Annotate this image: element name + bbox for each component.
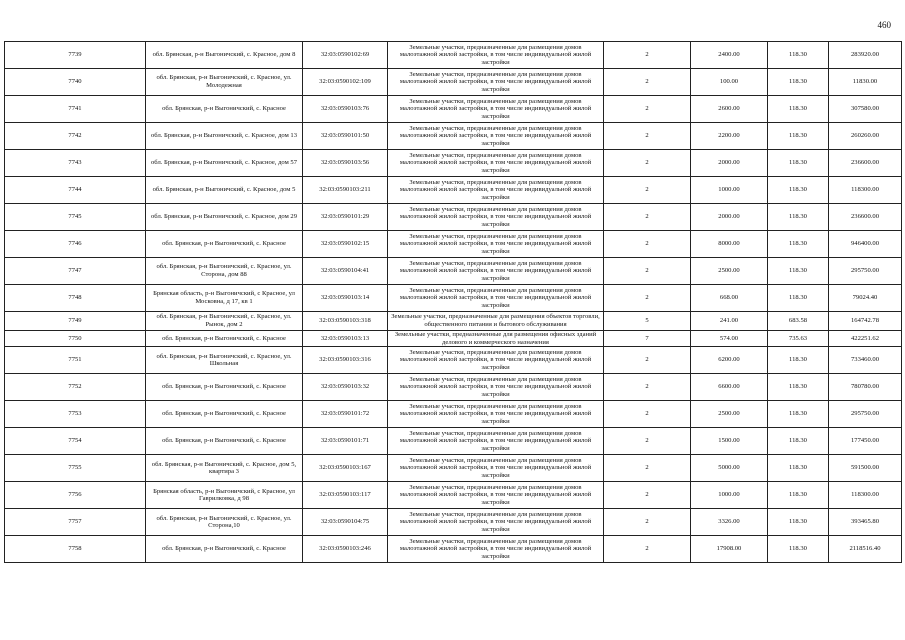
cadastral-number-cell: 32:03:0590103:316 <box>303 347 388 374</box>
specific-value-cell: 118.30 <box>768 401 829 428</box>
land-use-cell: Земельные участки, предназначенные для размещения домов малоэтажной жилой застройки, в том числе индивидуальной жилой застройки <box>388 96 604 123</box>
address-cell: обл. Брянская, р-н Выгоничский, с. Красное <box>146 428 303 455</box>
specific-value-cell: 118.30 <box>768 231 829 258</box>
specific-value-cell: 118.30 <box>768 204 829 231</box>
page-number: 460 <box>877 20 891 30</box>
area-cell: 2600.00 <box>691 96 768 123</box>
address-cell: обл. Брянская, р-н Выгоничский, с. Красное, дом 8 <box>146 42 303 69</box>
specific-value-cell: 118.30 <box>768 428 829 455</box>
address-cell: обл. Брянская, р-н Выгоничский, с. Красное <box>146 374 303 401</box>
address-cell: обл. Брянская, р-н Выгоничский, с. Красное <box>146 96 303 123</box>
area-cell: 2500.00 <box>691 258 768 285</box>
cadastral-number-cell: 32:03:0590101:29 <box>303 204 388 231</box>
address-cell: обл. Брянская, р-н Выгоничский, с. Красное, ул. Сторона,10 <box>146 509 303 536</box>
area-cell: 668.00 <box>691 285 768 312</box>
table-row <box>5 401 902 428</box>
table-row <box>5 312 902 331</box>
specific-value-cell: 735.63 <box>768 331 829 347</box>
area-cell: 2200.00 <box>691 123 768 150</box>
cadastral-number-cell: 32:03:0590103:318 <box>303 312 388 331</box>
use-group-cell: 2 <box>604 482 691 509</box>
land-use-cell: Земельные участки, предназначенные для размещения домов малоэтажной жилой застройки, в том числе индивидуальной жилой застройки <box>388 428 604 455</box>
specific-value-cell: 118.30 <box>768 455 829 482</box>
specific-value-cell: 118.30 <box>768 177 829 204</box>
cadastral-number-cell: 32:03:0590104:41 <box>303 258 388 285</box>
area-cell: 3326.00 <box>691 509 768 536</box>
table-row <box>5 231 902 258</box>
specific-value-cell: 118.30 <box>768 285 829 312</box>
use-group-cell: 5 <box>604 312 691 331</box>
cadastral-value-cell: 118300.00 <box>829 482 902 509</box>
cadastral-value-cell: 2118516.40 <box>829 536 902 563</box>
specific-value-cell: 118.30 <box>768 482 829 509</box>
table-row <box>5 204 902 231</box>
land-use-cell: Земельные участки, предназначенные для размещения домов малоэтажной жилой застройки, в том числе индивидуальной жилой застройки <box>388 177 604 204</box>
row-number-cell: 7742 <box>5 123 146 150</box>
cadastral-value-cell: 79024.40 <box>829 285 902 312</box>
use-group-cell: 2 <box>604 204 691 231</box>
row-number-cell: 7747 <box>5 258 146 285</box>
specific-value-cell: 118.30 <box>768 96 829 123</box>
row-number-cell: 7755 <box>5 455 146 482</box>
row-number-cell: 7757 <box>5 509 146 536</box>
cadastral-value-cell: 307580.00 <box>829 96 902 123</box>
land-use-cell: Земельные участки, предназначенные для размещения домов малоэтажной жилой застройки, в том числе индивидуальной жилой застройки <box>388 455 604 482</box>
cadastral-number-cell: 32:03:0590103:14 <box>303 285 388 312</box>
area-cell: 2500.00 <box>691 401 768 428</box>
area-cell: 100.00 <box>691 69 768 96</box>
table-row <box>5 482 902 509</box>
area-cell: 17908.00 <box>691 536 768 563</box>
row-number-cell: 7758 <box>5 536 146 563</box>
cadastral-number-cell: 32:03:0590103:32 <box>303 374 388 401</box>
table-row <box>5 374 902 401</box>
cadastral-value-table <box>4 41 902 563</box>
specific-value-cell: 683.58 <box>768 312 829 331</box>
address-cell: обл. Брянская, р-н Выгоничский, с. Красное <box>146 401 303 428</box>
cadastral-value-cell: 780780.00 <box>829 374 902 401</box>
specific-value-cell: 118.30 <box>768 69 829 96</box>
row-number-cell: 7745 <box>5 204 146 231</box>
row-number-cell: 7746 <box>5 231 146 258</box>
use-group-cell: 2 <box>604 536 691 563</box>
cadastral-number-cell: 32:03:0590103:13 <box>303 331 388 347</box>
cadastral-number-cell: 32:03:0590103:167 <box>303 455 388 482</box>
table-row <box>5 177 902 204</box>
row-number-cell: 7750 <box>5 331 146 347</box>
land-use-cell: Земельные участки, предназначенные для размещения домов малоэтажной жилой застройки, в том числе индивидуальной жилой застройки <box>388 123 604 150</box>
area-cell: 1000.00 <box>691 482 768 509</box>
address-cell: Брянская область, р-н Выгоничский, с Красное, ул Гаврилковка, д 98 <box>146 482 303 509</box>
use-group-cell: 2 <box>604 69 691 96</box>
area-cell: 6600.00 <box>691 374 768 401</box>
cadastral-number-cell: 32:03:0590103:76 <box>303 96 388 123</box>
land-use-cell: Земельные участки, предназначенные для размещения домов малоэтажной жилой застройки, в том числе индивидуальной жилой застройки <box>388 536 604 563</box>
table-row <box>5 150 902 177</box>
area-cell: 2000.00 <box>691 204 768 231</box>
table-row <box>5 69 902 96</box>
cadastral-value-cell: 260260.00 <box>829 123 902 150</box>
land-use-cell: Земельные участки, предназначенные для размещения домов малоэтажной жилой застройки, в том числе индивидуальной жилой застройки <box>388 150 604 177</box>
use-group-cell: 2 <box>604 150 691 177</box>
table-row <box>5 509 902 536</box>
land-use-cell: Земельные участки, предназначенные для размещения объектов торговли, общественного питания и бытового обслуживания <box>388 312 604 331</box>
table-row <box>5 285 902 312</box>
cadastral-value-cell: 283920.00 <box>829 42 902 69</box>
use-group-cell: 2 <box>604 258 691 285</box>
table-row <box>5 96 902 123</box>
address-cell: обл. Брянская, р-н Выгоничский, с. Красное, ул. Сторона, дом 88 <box>146 258 303 285</box>
land-use-cell: Земельные участки, предназначенные для размещения домов малоэтажной жилой застройки, в том числе индивидуальной жилой застройки <box>388 482 604 509</box>
address-cell: обл. Брянская, р-н Выгоничский, с. Красное <box>146 331 303 347</box>
land-use-cell: Земельные участки, предназначенные для размещения домов малоэтажной жилой застройки, в том числе индивидуальной жилой застройки <box>388 42 604 69</box>
use-group-cell: 2 <box>604 96 691 123</box>
specific-value-cell: 118.30 <box>768 123 829 150</box>
use-group-cell: 2 <box>604 177 691 204</box>
row-number-cell: 7741 <box>5 96 146 123</box>
land-use-cell: Земельные участки, предназначенные для размещения офисных зданий делового и коммерческого назначения <box>388 331 604 347</box>
cadastral-value-cell: 11830.00 <box>829 69 902 96</box>
specific-value-cell: 118.30 <box>768 374 829 401</box>
cadastral-value-cell: 393465.80 <box>829 509 902 536</box>
address-cell: обл. Брянская, р-н Выгоничский, с. Красное, ул. Школьная <box>146 347 303 374</box>
row-number-cell: 7744 <box>5 177 146 204</box>
cadastral-value-cell: 236600.00 <box>829 204 902 231</box>
row-number-cell: 7743 <box>5 150 146 177</box>
land-use-cell: Земельные участки, предназначенные для размещения домов малоэтажной жилой застройки, в том числе индивидуальной жилой застройки <box>388 69 604 96</box>
cadastral-value-cell: 164742.78 <box>829 312 902 331</box>
cadastral-number-cell: 32:03:0590102:109 <box>303 69 388 96</box>
land-use-cell: Земельные участки, предназначенные для размещения домов малоэтажной жилой застройки, в том числе индивидуальной жилой застройки <box>388 204 604 231</box>
use-group-cell: 2 <box>604 231 691 258</box>
table-row <box>5 42 902 69</box>
row-number-cell: 7754 <box>5 428 146 455</box>
address-cell: обл. Брянская, р-н Выгоничский, с. Красное, дом 5, квартира 3 <box>146 455 303 482</box>
cadastral-value-cell: 236600.00 <box>829 150 902 177</box>
cadastral-number-cell: 32:03:0590101:72 <box>303 401 388 428</box>
land-use-cell: Земельные участки, предназначенные для размещения домов малоэтажной жилой застройки, в том числе индивидуальной жилой застройки <box>388 231 604 258</box>
table-row <box>5 123 902 150</box>
use-group-cell: 2 <box>604 123 691 150</box>
cadastral-value-cell: 422251.62 <box>829 331 902 347</box>
specific-value-cell: 118.30 <box>768 42 829 69</box>
row-number-cell: 7740 <box>5 69 146 96</box>
cadastral-number-cell: 32:03:0590101:50 <box>303 123 388 150</box>
area-cell: 2400.00 <box>691 42 768 69</box>
cadastral-number-cell: 32:03:0590103:56 <box>303 150 388 177</box>
land-use-cell: Земельные участки, предназначенные для размещения домов малоэтажной жилой застройки, в том числе индивидуальной жилой застройки <box>388 509 604 536</box>
address-cell: обл. Брянская, р-н Выгоничский, с. Красное, ул. Рынок, дом 2 <box>146 312 303 331</box>
cadastral-value-cell: 177450.00 <box>829 428 902 455</box>
address-cell: обл. Брянская, р-н Выгоничский, с. Красное, дом 29 <box>146 204 303 231</box>
use-group-cell: 2 <box>604 285 691 312</box>
cadastral-number-cell: 32:03:0590104:75 <box>303 509 388 536</box>
area-cell: 1500.00 <box>691 428 768 455</box>
row-number-cell: 7753 <box>5 401 146 428</box>
cadastral-number-cell: 32:03:0590103:246 <box>303 536 388 563</box>
address-cell: обл. Брянская, р-н Выгоничский, с. Красное <box>146 536 303 563</box>
cadastral-value-cell: 946400.00 <box>829 231 902 258</box>
land-use-cell: Земельные участки, предназначенные для размещения домов малоэтажной жилой застройки, в том числе индивидуальной жилой застройки <box>388 401 604 428</box>
specific-value-cell: 118.30 <box>768 150 829 177</box>
use-group-cell: 2 <box>604 374 691 401</box>
specific-value-cell: 118.30 <box>768 258 829 285</box>
address-cell: обл. Брянская, р-н Выгоничский, с. Красное, дом 57 <box>146 150 303 177</box>
row-number-cell: 7752 <box>5 374 146 401</box>
use-group-cell: 2 <box>604 401 691 428</box>
address-cell: обл. Брянская, р-н Выгоничский, с. Красное, дом 13 <box>146 123 303 150</box>
land-use-cell: Земельные участки, предназначенные для размещения домов малоэтажной жилой застройки, в том числе индивидуальной жилой застройки <box>388 374 604 401</box>
use-group-cell: 2 <box>604 455 691 482</box>
specific-value-cell: 118.30 <box>768 509 829 536</box>
cadastral-value-cell: 733460.00 <box>829 347 902 374</box>
land-use-cell: Земельные участки, предназначенные для размещения домов малоэтажной жилой застройки, в том числе индивидуальной жилой застройки <box>388 285 604 312</box>
cadastral-number-cell: 32:03:0590103:117 <box>303 482 388 509</box>
area-cell: 5000.00 <box>691 455 768 482</box>
specific-value-cell: 118.30 <box>768 347 829 374</box>
use-group-cell: 2 <box>604 42 691 69</box>
row-number-cell: 7749 <box>5 312 146 331</box>
specific-value-cell: 118.30 <box>768 536 829 563</box>
table-row <box>5 455 902 482</box>
land-use-cell: Земельные участки, предназначенные для размещения домов малоэтажной жилой застройки, в том числе индивидуальной жилой застройки <box>388 258 604 285</box>
cadastral-number-cell: 32:03:0590103:211 <box>303 177 388 204</box>
row-number-cell: 7756 <box>5 482 146 509</box>
land-use-cell: Земельные участки, предназначенные для размещения домов малоэтажной жилой застройки, в том числе индивидуальной жилой застройки <box>388 347 604 374</box>
table-row <box>5 331 902 347</box>
use-group-cell: 2 <box>604 347 691 374</box>
cadastral-number-cell: 32:03:0590102:15 <box>303 231 388 258</box>
area-cell: 1000.00 <box>691 177 768 204</box>
use-group-cell: 2 <box>604 509 691 536</box>
row-number-cell: 7739 <box>5 42 146 69</box>
cadastral-value-cell: 118300.00 <box>829 177 902 204</box>
use-group-cell: 7 <box>604 331 691 347</box>
area-cell: 574.00 <box>691 331 768 347</box>
address-cell: обл. Брянская, р-н Выгоничский, с. Красное <box>146 231 303 258</box>
use-group-cell: 2 <box>604 428 691 455</box>
cadastral-number-cell: 32:03:0590102:69 <box>303 42 388 69</box>
address-cell: обл. Брянская, р-н Выгоничский, с. Красное, дом 5 <box>146 177 303 204</box>
table-row <box>5 258 902 285</box>
area-cell: 6200.00 <box>691 347 768 374</box>
address-cell: обл. Брянская, р-н Выгоничский, с. Красное, ул. Молодежная <box>146 69 303 96</box>
row-number-cell: 7751 <box>5 347 146 374</box>
address-cell: Брянская область, р-н Выгоничский, с Красное, ул Московна, д 17, кв 1 <box>146 285 303 312</box>
area-cell: 8000.00 <box>691 231 768 258</box>
cadastral-value-cell: 295750.00 <box>829 258 902 285</box>
cadastral-value-cell: 295750.00 <box>829 401 902 428</box>
area-cell: 2000.00 <box>691 150 768 177</box>
table-row <box>5 428 902 455</box>
table-row <box>5 347 902 374</box>
row-number-cell: 7748 <box>5 285 146 312</box>
area-cell: 241.00 <box>691 312 768 331</box>
cadastral-number-cell: 32:03:0590101:71 <box>303 428 388 455</box>
table-row <box>5 536 902 563</box>
cadastral-value-cell: 591500.00 <box>829 455 902 482</box>
